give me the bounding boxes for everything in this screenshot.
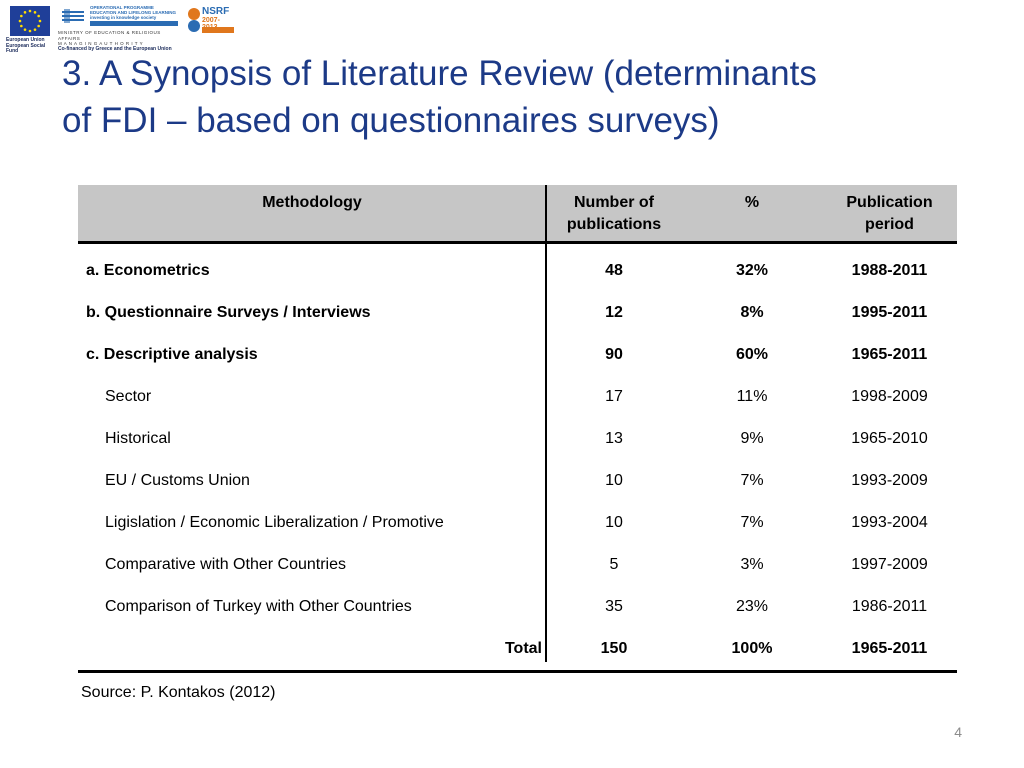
row-methodology: Historical	[105, 430, 171, 447]
row-period: 1997-2009	[851, 556, 928, 573]
table-row	[78, 460, 957, 502]
eu-star-icon	[24, 28, 27, 31]
row-methodology: Comparison of Turkey with Other Countries	[105, 598, 412, 615]
eu-star-icon	[24, 11, 27, 14]
row-methodology: EU / Customs Union	[105, 472, 250, 489]
source-note: Source: P. Kontakos (2012)	[81, 684, 276, 701]
row-number: 35	[605, 598, 623, 615]
row-number: 12	[605, 304, 623, 321]
row-methodology: Sector	[105, 388, 152, 405]
nsrf-band	[202, 27, 234, 33]
ministry-logo	[58, 4, 182, 52]
row-methodology: c. Descriptive analysis	[86, 346, 258, 363]
row-period: 1986-2011	[851, 598, 928, 615]
row-percent: 8%	[740, 304, 764, 321]
row-number: 10	[605, 472, 623, 489]
total-period: 1965-2011	[851, 640, 928, 657]
table-row	[78, 544, 957, 586]
slide-title	[62, 50, 1002, 144]
ministry-emblem-icon	[60, 7, 86, 25]
table-row	[78, 376, 957, 418]
row-number: 17	[605, 388, 623, 405]
row-period: 1993-2009	[851, 472, 928, 489]
row-percent: 3%	[740, 556, 764, 573]
table-row	[78, 292, 957, 334]
eu-star-icon	[29, 30, 32, 33]
eu-star-icon	[37, 25, 40, 28]
row-methodology: b. Questionnaire Surveys / Interviews	[86, 304, 371, 321]
total-percent: 100%	[731, 640, 773, 657]
row-methodology: Ligislation / Economic Liberalization / Promotive	[105, 514, 444, 531]
table-bottom-rule	[78, 670, 957, 673]
eu-star-icon	[37, 15, 40, 18]
column-divider	[545, 185, 547, 662]
row-number: 90	[605, 346, 623, 363]
eu-flag-icon	[10, 6, 50, 36]
eu-star-icon	[39, 20, 42, 23]
header-publication-period: Publication period	[846, 194, 933, 233]
eu-star-icon	[34, 11, 37, 14]
slide-title-line-2: of FDI – based on questionnaires surveys)	[62, 101, 720, 140]
row-percent: 7%	[740, 514, 764, 531]
eu-caption: European Union European Social Fund	[6, 37, 46, 54]
row-number: 5	[609, 556, 619, 573]
total-label: Total	[504, 640, 542, 657]
row-methodology: a. Econometrics	[86, 262, 210, 279]
row-period: 1993-2004	[851, 514, 928, 531]
row-percent: 11%	[736, 388, 768, 405]
row-percent: 60%	[735, 346, 769, 363]
slide-title-line-1: 3. A Synopsis of Literature Review (determinants	[62, 54, 817, 93]
row-number: 10	[605, 514, 623, 531]
row-number: 48	[605, 262, 623, 279]
table-body	[78, 250, 957, 628]
page-number: 4	[954, 724, 962, 740]
row-percent: 23%	[735, 598, 769, 615]
row-methodology: Comparative with Other Countries	[105, 556, 346, 573]
header-percent: %	[744, 194, 760, 211]
cofinanced-text: Co-financed by Greece and the European Union	[58, 46, 172, 52]
table-row	[78, 334, 957, 376]
eu-star-icon	[20, 15, 23, 18]
eu-star-icon	[20, 25, 23, 28]
eu-star-icon	[29, 10, 32, 13]
ministry-title: OPERATIONAL PROGRAMME EDUCATION AND LIFELONG LEARNING investing in knowledge society	[90, 5, 176, 20]
ministry-authority-text: MINISTRY OF EDUCATION & RELIGIOUS AFFAIRS M A N A G I N G A U T H O R I T Y	[58, 30, 161, 46]
eu-logo	[6, 4, 54, 52]
row-period: 1965-2011	[851, 346, 928, 363]
row-period: 1995-2011	[851, 304, 928, 321]
nsrf-emblem-icon	[186, 6, 202, 34]
nsrf-years: 2007-	[202, 17, 220, 24]
row-percent: 7%	[740, 472, 764, 489]
row-period: 1998-2009	[851, 388, 928, 405]
table-header	[78, 185, 957, 244]
literature-table	[78, 185, 957, 673]
total-number: 150	[600, 640, 628, 657]
eu-star-icon	[34, 28, 37, 31]
header-logos	[6, 4, 234, 52]
header-methodology: Methodology	[262, 194, 362, 211]
row-period: 1965-2010	[851, 430, 928, 447]
table-row	[78, 502, 957, 544]
table-row	[78, 586, 957, 628]
row-percent: 9%	[740, 430, 764, 447]
ministry-band	[90, 21, 178, 26]
row-period: 1988-2011	[851, 262, 928, 279]
nsrf-title: NSRF	[202, 6, 230, 17]
row-number: 13	[605, 430, 623, 447]
nsrf-logo	[186, 4, 234, 40]
table-total-row	[78, 628, 957, 670]
eu-star-icon	[19, 20, 22, 23]
table-row	[78, 250, 957, 292]
row-percent: 32%	[735, 262, 769, 279]
header-number-of-publications: Number of publications	[566, 194, 662, 233]
table-row	[78, 418, 957, 460]
